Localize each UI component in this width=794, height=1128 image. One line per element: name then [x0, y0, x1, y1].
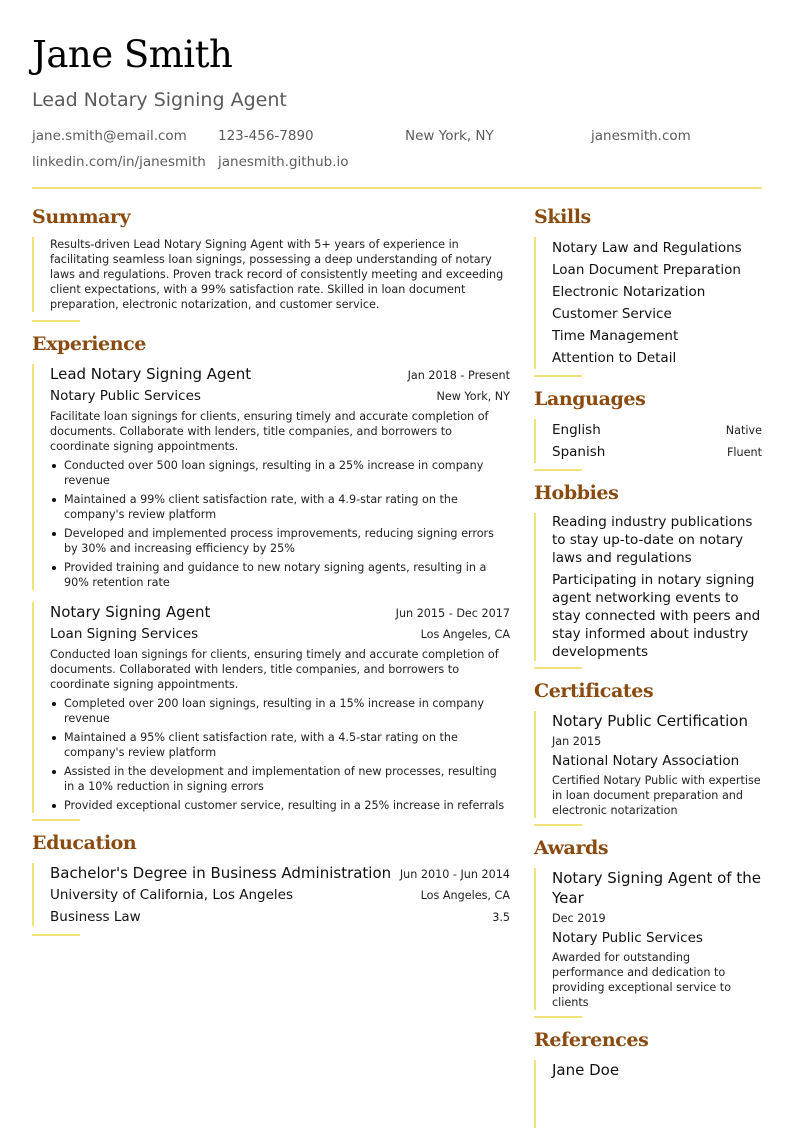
list-item: Completed over 200 loan signings, resulting in a 15% increase in company revenue [50, 696, 510, 726]
awards-heading: Awards [534, 837, 609, 859]
skills-heading: Skills [534, 206, 591, 228]
language-name: English [552, 422, 601, 438]
skills-list [534, 237, 762, 369]
section-divider [534, 1016, 582, 1018]
job-achievements [50, 696, 510, 813]
job-dates: Jun 2015 - Dec 2017 [395, 607, 510, 620]
language-level: Native [725, 424, 762, 437]
main-column [32, 204, 510, 936]
language-level: Fluent [727, 446, 762, 459]
location-text: New York, NY [405, 128, 494, 144]
education-entry [32, 863, 510, 926]
header-divider [32, 187, 762, 189]
job-description: Facilitate loan signings for clients, ensuring timely and accurate completion of documents. Collaborate with lenders, title companies, and borrowers to coordinate signing appointments. [50, 410, 489, 453]
award-issuer: Notary Public Services [552, 930, 703, 946]
job-company: Loan Signing Services [50, 626, 199, 642]
section-divider [534, 375, 582, 377]
award-entry [534, 868, 762, 1010]
summary-heading: Summary [32, 206, 131, 228]
job-title: Notary Signing Agent [50, 603, 211, 621]
list-item: Maintained a 99% client satisfaction rate, with a 4.9-star rating on the company's review platform [50, 492, 510, 522]
education-dates: Jun 2010 - Jun 2014 [399, 868, 510, 881]
sidebar-column [534, 204, 762, 1128]
award-date: Dec 2019 [552, 912, 606, 925]
resume-name: Jane Smith [32, 33, 233, 76]
github-link[interactable]: janesmith.github.io [218, 154, 349, 170]
job-description: Conducted loan signings for clients, ensuring timely and accurate completion of documents. Collaborated with lenders, title companies, and borrowers to coordinate signing appointments. [50, 648, 499, 691]
certificate-description: Certified Notary Public with expertise in loan document preparation and electronic notarization [552, 774, 761, 817]
school-location: Los Angeles, CA [420, 889, 510, 902]
references-heading: References [534, 1029, 649, 1051]
section-divider [32, 819, 80, 821]
job-dates: Jan 2018 - Present [407, 369, 510, 382]
certificate-name: Notary Public Certification [552, 712, 748, 730]
job-company: Notary Public Services [50, 388, 201, 404]
hobby-item: Reading industry publications to stay up-to-date on notary laws and regulations [552, 514, 753, 566]
job-title: Lead Notary Signing Agent [50, 365, 252, 383]
reference-name: Jane Doe [552, 1061, 620, 1079]
skill-item: Customer Service [552, 306, 672, 322]
list-item: Provided exceptional customer service, resulting in a 25% increase in referrals [50, 798, 510, 813]
skill-item: Notary Law and Regulations [552, 240, 742, 256]
summary-text: Results-driven Lead Notary Signing Agent with 5+ years of experience in facilitating seamless loan signings, possessing a deep understanding of notary laws and regulations. Proven track record of consistently meeting and exceeding client expectations, with a 99% satisfaction rate. Skilled in loan document preparation, electronic notarization, and customer service. [50, 238, 504, 311]
section-divider [534, 469, 582, 471]
skill-item: Time Management [552, 328, 679, 344]
job-achievements [50, 458, 510, 590]
hobbies-heading: Hobbies [534, 482, 619, 504]
language-name: Spanish [552, 444, 606, 460]
summary-section [32, 237, 510, 312]
hobbies-list [534, 513, 762, 661]
degree-title: Bachelor's Degree in Business Administration [50, 864, 392, 882]
list-item: Maintained a 95% client satisfaction rate, with a 4.5-star rating on the company's review platform [50, 730, 510, 760]
section-divider [534, 824, 582, 826]
experience-entry [32, 364, 510, 590]
languages-heading: Languages [534, 388, 646, 410]
list-item: Developed and implemented process improvements, reducing signing errors by 30% and increasing efficiency by 25% [50, 526, 510, 556]
award-name: Notary Signing Agent of the Year [552, 869, 761, 907]
job-location: Los Angeles, CA [420, 628, 510, 641]
website-link[interactable]: janesmith.com [591, 128, 691, 144]
list-item: Conducted over 500 loan signings, resulting in a 25% increase in company revenue [50, 458, 510, 488]
gpa-value: 3.5 [492, 911, 510, 924]
skill-item: Electronic Notarization [552, 284, 706, 300]
linkedin-link[interactable]: linkedin.com/in/janesmith [32, 154, 206, 170]
certificate-date: Jan 2015 [552, 735, 602, 748]
certificates-heading: Certificates [534, 680, 654, 702]
experience-heading: Experience [32, 333, 146, 355]
skill-item: Loan Document Preparation [552, 262, 741, 278]
certificate-issuer: National Notary Association [552, 753, 740, 769]
list-item: Assisted in the development and implementation of new processes, resulting in a 10% reduction in signing errors [50, 764, 510, 794]
certificate-entry [534, 711, 762, 818]
hobby-item: Participating in notary signing agent networking events to stay connected with peers and stay informed about industry developments [552, 572, 761, 660]
education-heading: Education [32, 832, 137, 854]
list-item: Provided training and guidance to new notary signing agents, resulting in a 90% retention rate [50, 560, 510, 590]
job-location: New York, NY [436, 390, 510, 403]
phone-text: 123-456-7890 [218, 128, 314, 144]
experience-entry [32, 602, 510, 813]
field-of-study: Business Law [50, 909, 141, 925]
email-link[interactable]: jane.smith@email.com [32, 128, 187, 144]
languages-list [534, 419, 762, 463]
reference-entry [534, 1060, 762, 1128]
resume-headline: Lead Notary Signing Agent [32, 89, 287, 111]
section-divider [534, 667, 582, 669]
skill-item: Attention to Detail [552, 350, 677, 366]
section-divider [32, 320, 80, 322]
section-divider [32, 934, 80, 936]
award-description: Awarded for outstanding performance and dedication to providing exceptional service to clients [552, 951, 732, 1009]
school-name: University of California, Los Angeles [50, 887, 294, 903]
